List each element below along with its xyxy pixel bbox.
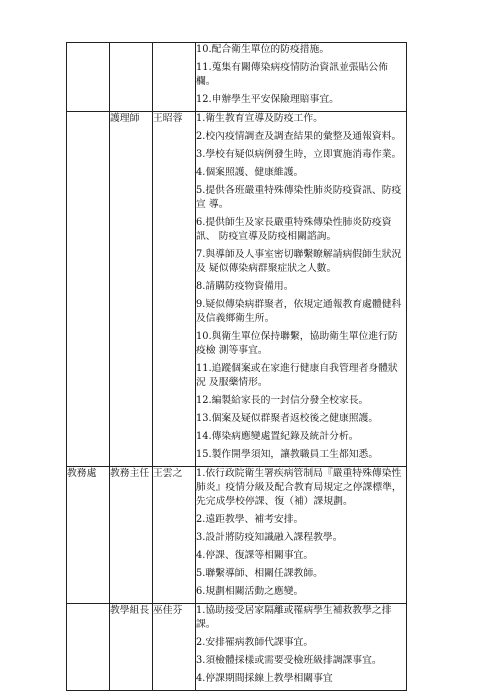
duty-item: 15.製作開學須知，讓教職員工生都知悉。 <box>196 449 379 460</box>
office-cell <box>67 467 110 604</box>
duty-item: 14.傳染病應變處置紀錄及統計分析。 <box>196 431 359 442</box>
person-cell <box>153 467 196 604</box>
person-cell-text: 王昭蓉 <box>153 113 183 124</box>
person-cell-text: 王雲之 <box>153 468 183 479</box>
person-cell <box>153 112 196 467</box>
duty-item: 7.與導師及人事室密切聯繫瞭解請病假師生狀況及 疑似傳染病群聚症狀之人數。 <box>196 249 402 274</box>
duty-item: 4.個案照護、健康維護。 <box>196 167 304 178</box>
duties-cell <box>196 604 407 691</box>
duty-item: 5.聯繫導師、相關任課教師。 <box>196 568 323 579</box>
table-row <box>67 112 407 467</box>
role-cell <box>110 604 153 691</box>
duty-item: 13.個案及疑似群聚者返校後之健康照護。 <box>196 413 379 424</box>
office-cell-text: 教務處 <box>67 468 97 479</box>
duty-item: 3.學校有疑似病例發生時，立即實施消毒作業。 <box>196 149 402 160</box>
duty-item: 1.衛生教育宣導及防疫工作。 <box>196 113 323 124</box>
office-cell <box>67 43 110 112</box>
duty-item: 1.協助接受居家隔離或罹病學生補救教學之排課。 <box>196 605 392 630</box>
duty-item: 2.安排罹病教師代課事宜。 <box>196 637 314 648</box>
role-cell-text: 護理師 <box>110 113 140 124</box>
duties-cell <box>196 467 407 604</box>
duty-item: 11.追蹤個案或在家進行健康自我管理者身體狀況 及服藥情形。 <box>196 363 398 388</box>
duty-item: 8.請購防疫物資備用。 <box>196 281 294 292</box>
duty-item: 2.校內疫情調查及調查結果的彙整及通報資料。 <box>196 131 402 142</box>
role-cell-text: 教務主任 <box>110 468 150 479</box>
duty-item: 10.與衛生單位保持聯繫，協助衛生單位進行防疫檢 測等事宜。 <box>196 331 398 356</box>
role-cell <box>110 43 153 112</box>
role-cell-text: 教學組長 <box>110 605 150 616</box>
office-cell <box>67 604 110 691</box>
duty-item: 9.疑似傳染病群聚者，依規定通報教育處體健科及信義鄉衛生所。 <box>196 299 402 324</box>
role-cell <box>110 467 153 604</box>
duties-cell <box>196 43 407 112</box>
duty-item: 11.蒐集有關傳染病疫情防治資訊並張貼公佈欄。 <box>196 62 388 87</box>
person-cell-text: 巫佳芬 <box>153 605 183 616</box>
person-cell <box>153 604 196 691</box>
duties-cell <box>196 112 407 467</box>
duty-item: 5.提供各班嚴重特殊傳染性肺炎防疫資訊、防疫宣 導。 <box>196 185 402 210</box>
table-row <box>67 604 407 691</box>
table-row <box>67 43 407 112</box>
task-assignment-table <box>66 42 407 691</box>
duty-item: 12.申辦學生平安保險理賠事宜。 <box>196 94 339 105</box>
office-cell <box>67 112 110 467</box>
duty-item: 3.須檢體採樣或需要受檢班級排調課事宜。 <box>196 655 382 666</box>
duty-item: 3.設計將防疫知識融入課程教學。 <box>196 532 343 543</box>
duty-item: 2.遠距教學、補考安排。 <box>196 514 304 525</box>
duty-item: 10.配合衛生單位的防疫措施。 <box>196 44 330 55</box>
duty-item: 4.停課期間採線上教學相關事宜 <box>196 673 333 684</box>
duty-item: 6.提供師生及家長嚴重特殊傳染性肺炎防疫資訊、 防疫宣導及防疫相關諮詢。 <box>196 217 392 242</box>
duty-item: 1.依行政院衛生署疾病管制局『嚴重特殊傳染性肺炎』疫情分級及配合教育局規定之停課標準，先完成學校停課、復（補）課規劃。 <box>196 468 402 507</box>
duty-item: 12.編製給家長的一封信分發全校家長。 <box>196 395 369 406</box>
person-cell <box>153 43 196 112</box>
duty-item: 4.停課、復課等相關事宜。 <box>196 550 314 561</box>
role-cell <box>110 112 153 467</box>
duty-item: 6.規劃相關活動之應變。 <box>196 586 304 597</box>
table-row <box>67 467 407 604</box>
